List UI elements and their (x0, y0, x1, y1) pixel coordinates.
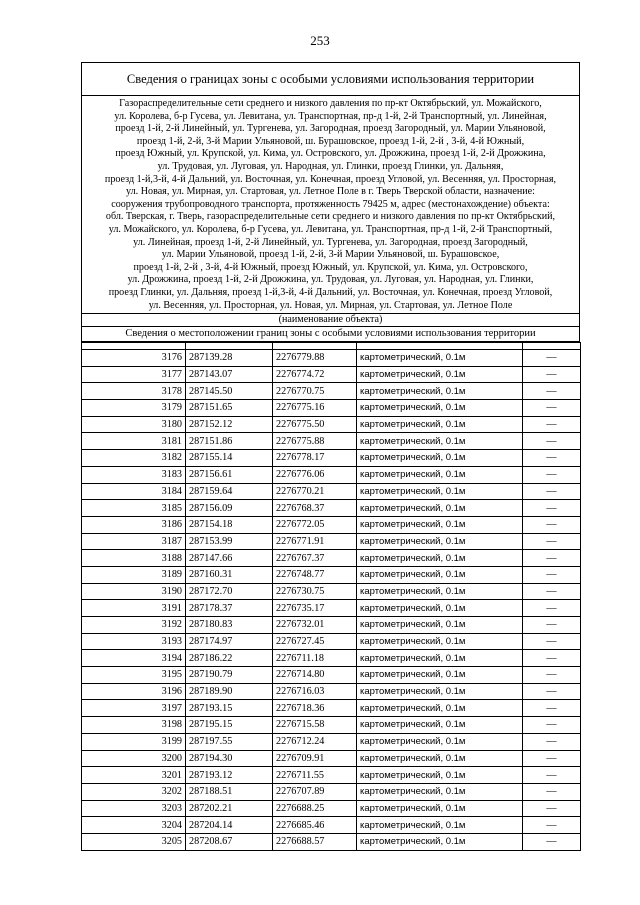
description-line: ул. Марии Ульяновой, проезд 1-й, 2-й, 3-й Марии Ульяновой, ш. Бурашовское, (161, 249, 500, 261)
coordinates-table-body (82, 343, 581, 851)
x-coordinate-cell: 287180.83 (186, 617, 273, 634)
description-line: проезд Южный, ул. Крупской, ул. Кима, ул. Островского, ул. Дрожжина, проезд 1-й, 2-й Дрожжина, (115, 148, 546, 160)
table-row (82, 700, 581, 717)
method-cell: картометрический, 0.1м (357, 650, 523, 667)
method-cell: картометрический, 0.1м (357, 683, 523, 700)
point-number-cell: 3177 (82, 366, 186, 383)
point-number-cell: 3202 (82, 783, 186, 800)
note-cell: — (523, 483, 581, 500)
y-coordinate-cell: 2276711.55 (273, 767, 357, 784)
x-coordinate-cell: 287194.30 (186, 750, 273, 767)
method-cell: картометрический, 0.1м (357, 533, 523, 550)
y-coordinate-cell: 2276772.05 (273, 516, 357, 533)
zone-info-frame (81, 62, 580, 342)
x-coordinate-cell: 287190.79 (186, 667, 273, 684)
x-coordinate-cell: 287145.50 (186, 383, 273, 400)
x-coordinate-cell: 287172.70 (186, 583, 273, 600)
point-number-cell: 3186 (82, 516, 186, 533)
table-row (82, 833, 581, 850)
note-cell: — (523, 350, 581, 367)
point-number-cell: 3185 (82, 500, 186, 517)
y-coordinate-cell: 2276778.17 (273, 450, 357, 467)
table-row (82, 533, 581, 550)
point-number-cell: 3203 (82, 800, 186, 817)
method-cell: картометрический, 0.1м (357, 433, 523, 450)
table-row (82, 566, 581, 583)
x-coordinate-cell: 287152.12 (186, 416, 273, 433)
method-cell: картометрический, 0.1м (357, 450, 523, 467)
y-coordinate-cell: 2276770.21 (273, 483, 357, 500)
table-row (82, 617, 581, 634)
point-number-cell: 3176 (82, 350, 186, 367)
y-coordinate-cell: 2276748.77 (273, 566, 357, 583)
location-section-header: Сведения о местоположении границ зоны с особыми условиями использования территории (125, 328, 536, 339)
spacer-cell (273, 343, 357, 350)
note-cell: — (523, 366, 581, 383)
table-row (82, 366, 581, 383)
table-row (82, 767, 581, 784)
object-description (82, 96, 579, 314)
note-cell: — (523, 667, 581, 684)
point-number-cell: 3196 (82, 683, 186, 700)
note-cell: — (523, 683, 581, 700)
note-cell: — (523, 566, 581, 583)
y-coordinate-cell: 2276732.01 (273, 617, 357, 634)
spacer-cell (523, 343, 581, 350)
y-coordinate-cell: 2276727.45 (273, 633, 357, 650)
note-cell: — (523, 500, 581, 517)
table-row (82, 800, 581, 817)
x-coordinate-cell: 287155.14 (186, 450, 273, 467)
point-number-cell: 3183 (82, 466, 186, 483)
y-coordinate-cell: 2276685.46 (273, 817, 357, 834)
x-coordinate-cell: 287204.14 (186, 817, 273, 834)
note-cell: — (523, 817, 581, 834)
description-line: ул. Линейная, проезд 1-й, 2-й Линейный, ул. Тургенева, ул. Загородная, проезд Загородный, (133, 236, 528, 248)
y-coordinate-cell: 2276707.89 (273, 783, 357, 800)
point-number-cell: 3198 (82, 717, 186, 734)
table-row (82, 350, 581, 367)
y-coordinate-cell: 2276775.88 (273, 433, 357, 450)
table-row (82, 383, 581, 400)
method-cell: картометрический, 0.1м (357, 583, 523, 600)
method-cell: картометрический, 0.1м (357, 500, 523, 517)
x-coordinate-cell: 287174.97 (186, 633, 273, 650)
table-row (82, 400, 581, 417)
page-number: 253 (310, 33, 330, 48)
method-cell: картометрический, 0.1м (357, 667, 523, 684)
x-coordinate-cell: 287160.31 (186, 566, 273, 583)
note-cell: — (523, 400, 581, 417)
description-line: проезд 1-й,3-й, 4-й Дальний, ул. Восточная, ул. Конечная, проезд Угловой, ул. Весенняя, ул. Просторная, (104, 173, 557, 185)
y-coordinate-cell: 2276775.16 (273, 400, 357, 417)
x-coordinate-cell: 287195.15 (186, 717, 273, 734)
method-cell: картометрический, 0.1м (357, 783, 523, 800)
description-line: проезд 1-й, 2-й, 3-й Марии Ульяновой, ш. Бурашовское, проезд 1-й, 2-й , 3-й, 4-й Южный, (136, 135, 525, 147)
y-coordinate-cell: 2276715.58 (273, 717, 357, 734)
method-cell: картометрический, 0.1м (357, 466, 523, 483)
point-number-cell: 3190 (82, 583, 186, 600)
x-coordinate-cell: 287188.51 (186, 783, 273, 800)
table-row (82, 450, 581, 467)
point-number-cell: 3199 (82, 733, 186, 750)
method-cell: картометрический, 0.1м (357, 767, 523, 784)
y-coordinate-cell: 2276709.91 (273, 750, 357, 767)
point-number-cell: 3194 (82, 650, 186, 667)
method-cell: картометрический, 0.1м (357, 750, 523, 767)
spacer-cell (186, 343, 273, 350)
note-cell: — (523, 633, 581, 650)
table-row (82, 483, 581, 500)
y-coordinate-cell: 2276712.24 (273, 733, 357, 750)
note-cell: — (523, 383, 581, 400)
table-row (82, 583, 581, 600)
point-number-cell: 3182 (82, 450, 186, 467)
x-coordinate-cell: 287197.55 (186, 733, 273, 750)
method-cell: картометрический, 0.1м (357, 733, 523, 750)
description-line: ул. Новая, ул. Мирная, ул. Стартовая, ул. Летное Поле в г. Тверь Тверской области, назначение: (126, 186, 535, 198)
table-row (82, 667, 581, 684)
table-row (82, 600, 581, 617)
point-number-cell: 3181 (82, 433, 186, 450)
x-coordinate-cell: 287202.21 (186, 800, 273, 817)
point-number-cell: 3195 (82, 667, 186, 684)
method-cell: картометрический, 0.1м (357, 600, 523, 617)
point-number-cell: 3180 (82, 416, 186, 433)
note-cell: — (523, 833, 581, 850)
note-cell: — (523, 416, 581, 433)
method-cell: картометрический, 0.1м (357, 617, 523, 634)
description-line: ул. Дрожжина, проезд 1-й, 2-й Дрожжина, ул. Трудовая, ул. Луговая, ул. Народная, ул. Глинки, (127, 274, 534, 286)
description-line: проезд Глинки, ул. Дальняя, проезд 1-й,3-й, 4-й Дальний, ул. Восточная, ул. Конечная, проезд Угловой, (108, 286, 553, 298)
table-row (82, 466, 581, 483)
method-cell: картометрический, 0.1м (357, 516, 523, 533)
x-coordinate-cell: 287143.07 (186, 366, 273, 383)
note-cell: — (523, 800, 581, 817)
point-number-cell: 3178 (82, 383, 186, 400)
x-coordinate-cell: 287186.22 (186, 650, 273, 667)
note-cell: — (523, 466, 581, 483)
x-coordinate-cell: 287153.99 (186, 533, 273, 550)
y-coordinate-cell: 2276716.03 (273, 683, 357, 700)
table-row (82, 633, 581, 650)
point-number-cell: 3188 (82, 550, 186, 567)
x-coordinate-cell: 287147.66 (186, 550, 273, 567)
description-line: ул. Трудовая, ул. Луговая, ул. Народная, ул. Глинки, проезд Глинки, ул. Дальняя, (157, 160, 504, 172)
table-row (82, 433, 581, 450)
table-row (82, 516, 581, 533)
x-coordinate-cell: 287208.67 (186, 833, 273, 850)
method-cell: картометрический, 0.1м (357, 383, 523, 400)
method-cell: картометрический, 0.1м (357, 566, 523, 583)
method-cell: картометрический, 0.1м (357, 483, 523, 500)
x-coordinate-cell: 287156.09 (186, 500, 273, 517)
y-coordinate-cell: 2276711.18 (273, 650, 357, 667)
x-coordinate-cell: 287159.64 (186, 483, 273, 500)
description-line: сооружения трубопроводного транспорта, протяженность 79425 м, адрес (местонахождение) объекта: (111, 198, 550, 210)
x-coordinate-cell: 287139.28 (186, 350, 273, 367)
method-cell: картометрический, 0.1м (357, 633, 523, 650)
x-coordinate-cell: 287193.15 (186, 700, 273, 717)
table-row (82, 817, 581, 834)
note-cell: — (523, 550, 581, 567)
x-coordinate-cell: 287151.65 (186, 400, 273, 417)
note-cell: — (523, 600, 581, 617)
table-row (82, 550, 581, 567)
point-number-cell: 3187 (82, 533, 186, 550)
note-cell: — (523, 450, 581, 467)
y-coordinate-cell: 2276771.91 (273, 533, 357, 550)
y-coordinate-cell: 2276688.25 (273, 800, 357, 817)
table-spacer-row (82, 343, 581, 350)
point-number-cell: 3201 (82, 767, 186, 784)
y-coordinate-cell: 2276775.50 (273, 416, 357, 433)
document-title (82, 63, 579, 96)
spacer-cell (357, 343, 523, 350)
table-row (82, 683, 581, 700)
object-name-label: (наименование объекта) (82, 314, 579, 327)
y-coordinate-cell: 2276768.37 (273, 500, 357, 517)
note-cell: — (523, 717, 581, 734)
table-row (82, 750, 581, 767)
y-coordinate-cell: 2276774.72 (273, 366, 357, 383)
description-line: ул. Можайского, ул. Королева, б-р Гусева, ул. Левитана, ул. Транспортная, пр-д 1-й, 2-й Транспортный, (108, 223, 553, 235)
point-number-cell: 3200 (82, 750, 186, 767)
y-coordinate-cell: 2276776.06 (273, 466, 357, 483)
point-number-cell: 3205 (82, 833, 186, 850)
point-number-cell: 3193 (82, 633, 186, 650)
point-number-cell: 3204 (82, 817, 186, 834)
table-row (82, 416, 581, 433)
description-line: проезд 1-й, 2-й Линейный, ул. Тургенева, ул. Загородная, проезд Загородный, ул. Марии Ульяновой, (115, 123, 546, 135)
description-line: обл. Тверская, г. Тверь, газораспределительные сети среднего и низкого давления по пр-кт Октябрьский, (105, 211, 556, 223)
description-line: ул. Королева, б-р Гусева, ул. Левитана, ул. Транспортная, пр-д 1-й, 2-й Транспортный, ул. Линейная, (114, 110, 547, 122)
method-cell: картометрический, 0.1м (357, 400, 523, 417)
spacer-cell (82, 343, 186, 350)
note-cell: — (523, 650, 581, 667)
method-cell: картометрический, 0.1м (357, 416, 523, 433)
method-cell: картометрический, 0.1м (357, 350, 523, 367)
note-cell: — (523, 533, 581, 550)
method-cell: картометрический, 0.1м (357, 550, 523, 567)
x-coordinate-cell: 287178.37 (186, 600, 273, 617)
y-coordinate-cell: 2276767.37 (273, 550, 357, 567)
note-cell: — (523, 516, 581, 533)
document-title-text: Сведения о границах зоны с особыми условиями использования территории (126, 71, 535, 86)
note-cell: — (523, 617, 581, 634)
y-coordinate-cell: 2276688.57 (273, 833, 357, 850)
point-number-cell: 3191 (82, 600, 186, 617)
point-number-cell: 3197 (82, 700, 186, 717)
note-cell: — (523, 583, 581, 600)
point-number-cell: 3189 (82, 566, 186, 583)
y-coordinate-cell: 2276779.88 (273, 350, 357, 367)
x-coordinate-cell: 287156.61 (186, 466, 273, 483)
x-coordinate-cell: 287154.18 (186, 516, 273, 533)
description-line: ул. Весенняя, ул. Просторная, ул. Новая, ул. Мирная, ул. Стартовая, ул. Летное Поле (148, 299, 513, 311)
description-line: Газораспределительные сети среднего и низкого давления по пр-кт Октябрьский, ул. Можайского, (119, 98, 542, 109)
coordinates-table (81, 342, 581, 851)
x-coordinate-cell: 287151.86 (186, 433, 273, 450)
note-cell: — (523, 750, 581, 767)
method-cell: картометрический, 0.1м (357, 833, 523, 850)
method-cell: картометрический, 0.1м (357, 800, 523, 817)
table-row (82, 717, 581, 734)
table-row (82, 500, 581, 517)
x-coordinate-cell: 287193.12 (186, 767, 273, 784)
table-row (82, 783, 581, 800)
point-number-cell: 3192 (82, 617, 186, 634)
note-cell: — (523, 733, 581, 750)
description-line: проезд 1-й, 2-й , 3-й, 4-й Южный, проезд Южный, ул. Крупской, ул. Кима, ул. Островского, (133, 261, 528, 273)
table-row (82, 733, 581, 750)
y-coordinate-cell: 2276770.75 (273, 383, 357, 400)
note-cell: — (523, 700, 581, 717)
point-number-cell: 3179 (82, 400, 186, 417)
method-cell: картометрический, 0.1м (357, 717, 523, 734)
note-cell: — (523, 783, 581, 800)
method-cell: картометрический, 0.1м (357, 817, 523, 834)
table-row (82, 650, 581, 667)
point-number-cell: 3184 (82, 483, 186, 500)
method-cell: картометрический, 0.1м (357, 366, 523, 383)
method-cell: картометрический, 0.1м (357, 700, 523, 717)
y-coordinate-cell: 2276735.17 (273, 600, 357, 617)
note-cell: — (523, 433, 581, 450)
y-coordinate-cell: 2276718.36 (273, 700, 357, 717)
note-cell: — (523, 767, 581, 784)
x-coordinate-cell: 287189.90 (186, 683, 273, 700)
y-coordinate-cell: 2276730.75 (273, 583, 357, 600)
y-coordinate-cell: 2276714.80 (273, 667, 357, 684)
